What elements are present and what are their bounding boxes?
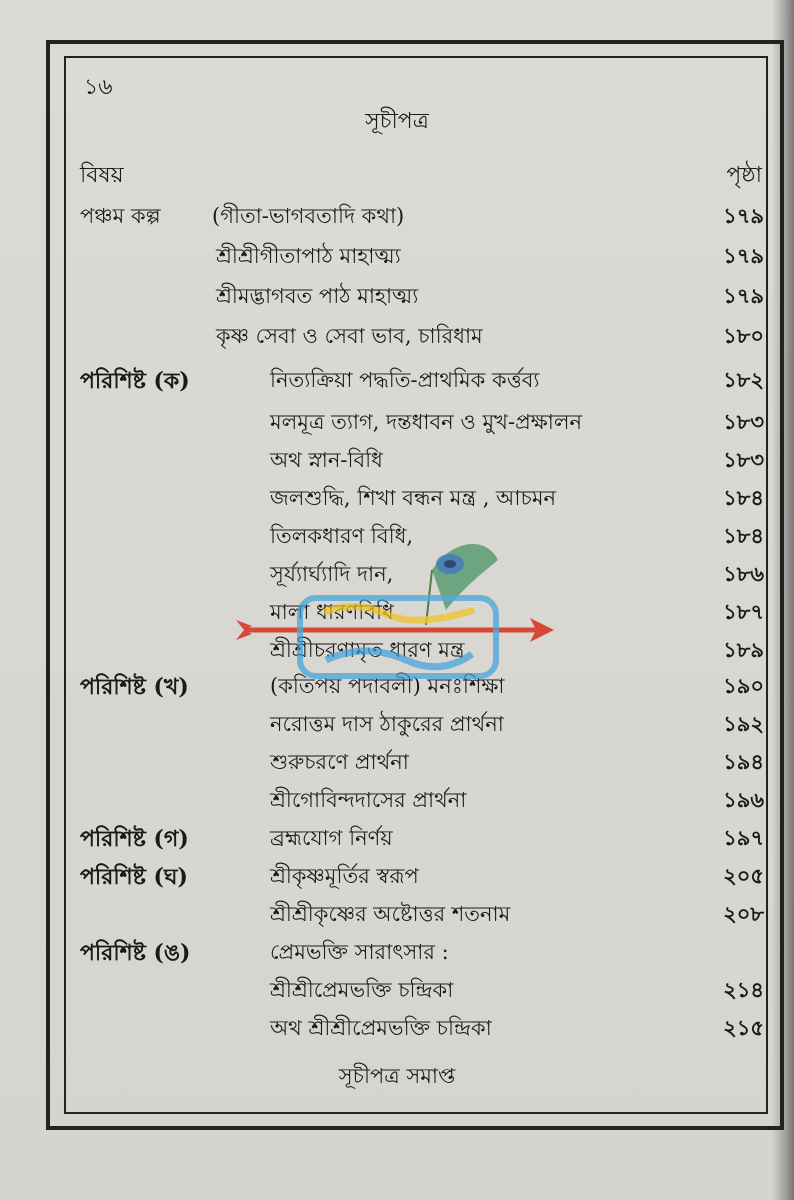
toc-item-title: (কতিপয় পদাবলী) মনঃশিক্ষা [270,674,505,698]
toc-row [0,746,794,782]
toc-page-number: ২১৪ [723,977,764,1002]
column-header-page: পৃষ্ঠা [726,163,762,188]
page-number: ১৬ [84,75,113,100]
toc-item-title: শ্রীশ্রীকৃষ্ণের অষ্টোত্তর শতনাম [270,902,511,926]
toc-page-number: ২০৮ [723,901,764,926]
peacock-feather-logo-icon [236,530,566,680]
toc-row [0,482,794,518]
toc-item-title: অথ স্নান-বিধি [270,448,383,472]
toc-row [0,860,794,896]
toc-page-number: ১৮৪ [723,523,764,548]
toc-row [0,1012,794,1048]
toc-page-number: ১৮৪ [723,485,764,510]
toc-item-title: (গীতা-ভাগবতাদি কথা) [212,204,405,228]
toc-item-title: শুরুচরণে প্রার্থনা [270,750,409,774]
toc-row [0,822,794,858]
toc-item-title: শ্রীশ্রীগীতাপাঠ মাহাত্ম্য [216,244,401,268]
toc-item-title: শ্রীশ্রীপ্রেমভক্তি চন্দ্রিকা [270,978,454,1002]
toc-row [0,708,794,744]
toc-item-title: শ্রীমদ্ভাগবত পাঠ মাহাত্ম্য [216,284,419,308]
toc-row [0,406,794,442]
toc-item-title: শ্রীশ্রীচরণামৃত ধারণ মন্ত্র [270,638,465,662]
toc-item-title: কৃষ্ণ সেবা ও সেবা ভাব, চারিধাম [216,324,483,348]
toc-page-number: ১৮০ [723,323,764,348]
logo-lettering [300,598,496,676]
toc-row [0,364,794,400]
toc-page-number: ২০৫ [723,863,764,888]
toc-row [0,974,794,1010]
toc-page-number: ১৭৯ [723,203,764,228]
toc-page-number: ১৮২ [723,367,764,392]
toc-item-title: মালা ধারণবিধি [270,600,394,624]
toc-section: পরিশিষ্ট (ঙ) [80,940,191,966]
toc-page-number: ১৮৯ [723,637,764,662]
toc-page-number: ১৭৯ [723,283,764,308]
toc-page-number: ১৯০ [723,673,764,698]
toc-item-title: শ্রীগোবিন্দদাসের প্রার্থনা [270,788,467,812]
toc-item-title: সূর্য্যার্ঘ্যাদি দান, [270,562,394,586]
toc-page-number: ১৮৩ [723,409,764,434]
toc-item-title: নরোত্তম দাস ঠাকুরের প্রার্থনা [270,712,504,736]
contents-end-note: সূচীপত্র সমাপ্ত [338,1064,456,1088]
arrow-icon [236,618,554,642]
toc-section: পরিশিষ্ট (ক) [80,368,190,394]
toc-item-title: মলমূত্র ত্যাগ, দন্তধাবন ও মুখ-প্রক্ষালন [270,410,583,434]
toc-page-number: ১৭৯ [723,243,764,268]
toc-row [0,444,794,480]
toc-section: পরিশিষ্ট (খ) [80,674,189,700]
toc-row [0,784,794,820]
toc-item-title: তিলকধারণ বিধি, [270,524,414,548]
toc-row [0,200,794,236]
toc-row [0,898,794,934]
toc-page-number: ১৯২ [723,711,764,736]
toc-item-title: জলশুদ্ধি, শিখা বন্ধন মন্ত্র , আচমন [270,486,557,510]
toc-page-number: ১৯৬ [723,787,764,812]
toc-item-title: অথ শ্রীশ্রীপ্রেমভক্তি চন্দ্রিকা [270,1016,492,1040]
toc-section: পরিশিষ্ট (গ) [80,826,189,852]
toc-section: পরিশিষ্ট (ঘ) [80,864,188,890]
toc-item-title: প্রেমভক্তি সারাৎসার : [270,940,449,964]
toc-page-number: ১৯৭ [723,825,764,850]
toc-section: পঞ্চম কল্প [80,204,161,228]
toc-row [0,936,794,972]
toc-item-title: নিত্যক্রিয়া পদ্ধতি-প্রাথমিক কর্ত্তব্য [270,368,540,392]
toc-page-number: ১৮৭ [723,599,764,624]
toc-page-number: ১৮৩ [723,447,764,472]
toc-item-title: শ্রীকৃষ্ণমূর্তির স্বরূপ [270,864,419,888]
toc-page-number: ২১৫ [723,1015,764,1040]
toc-row [0,320,794,356]
toc-row [0,240,794,276]
toc-item-title: ব্রহ্মযোগ নির্ণয় [270,826,393,850]
page-title: সূচীপত্র [365,109,429,134]
toc-page-number: ১৯৪ [723,749,764,774]
toc-page-number: ১৮৬ [723,561,764,586]
column-header-subject: বিষয় [80,163,124,188]
toc-row [0,280,794,316]
